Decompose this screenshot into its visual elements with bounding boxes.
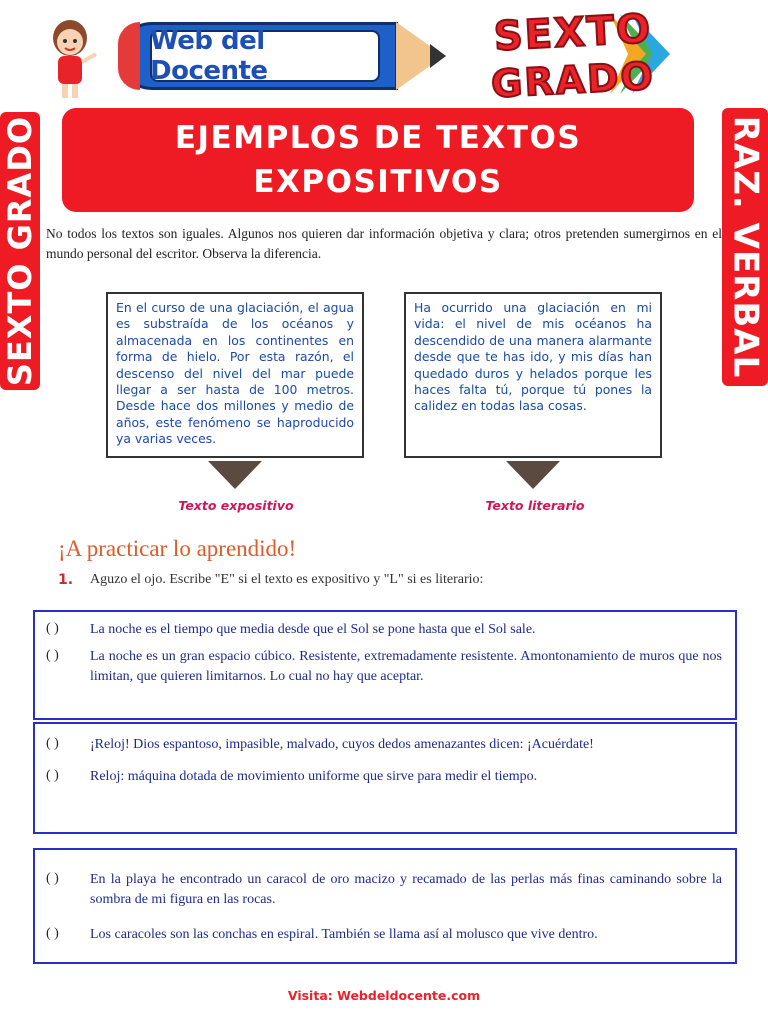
answer-blank[interactable]: ( ) — [46, 768, 59, 783]
side-tab-left-label-wrap — [0, 112, 40, 390]
answer-blank[interactable]: ( ) — [46, 736, 59, 751]
pencil-lead-icon — [430, 44, 446, 68]
side-tab-left-label: SEXTO GRADO — [1, 115, 39, 387]
down-arrow-icon — [506, 461, 560, 489]
question-instruction: Aguzo el ojo. Escribe "E" si el texto es expositivo y "L" si es literario: — [90, 572, 484, 587]
example-card-expository: En el curso de una glaciación, el agua es substraída de los océanos y almacenada en los continentes en forma de hielo. Por esta razón, el descenso del nivel del mar puede llegar a ser hasta de 100 metros. Desde hace dos millones y medio de años, este fenómeno se haproducido ya varias veces. — [106, 292, 364, 458]
page-title-line1: EJEMPLOS DE TEXTOS — [174, 120, 582, 156]
footer-link[interactable]: Visita: Webdeldocente.com — [287, 988, 481, 1003]
exercise-item-1: La noche es el tiempo que media desde que el Sol se pone hasta que el Sol sale. — [90, 622, 536, 637]
answer-blank[interactable]: ( ) — [46, 648, 59, 663]
example-card-literary: Ha ocurrido una glaciación en mi vida: el nivel de mis océanos ha descendido de una manera alarmante desde que te has ido, y mis días han quedado duros y helados porque les haces falta tú, porque tú pones la calidez en todas lasa cosas. — [404, 292, 662, 458]
intro-paragraph: No todos los textos son iguales. Algunos nos quieren dar información objetiva y clara; otros pretenden sumergirnos en el mundo personal del escritor. Observa la diferencia. — [46, 226, 722, 261]
exercise-item-6: Los caracoles son las conchas en espiral. También se llama así al molusco que vive dentro. — [90, 927, 598, 942]
answer-blank[interactable]: ( ) — [46, 871, 59, 886]
caption-expository: Texto expositivo — [178, 498, 294, 513]
question-number: 1. — [58, 572, 74, 588]
answer-blank[interactable]: ( ) — [46, 926, 59, 941]
grade-label-line1: SEXTO — [492, 5, 654, 61]
pencil-logo-band — [118, 22, 140, 90]
page-title-line2: EXPOSITIVOS — [253, 164, 503, 200]
exercise-item-2: La noche es un gran espacio cúbico. Resistente, extremadamente resistente. Amontonamiento de muros que nos limitan, que quieren limitarnos. Lo cual no hay que aceptar. — [90, 649, 722, 684]
page-title — [62, 116, 694, 204]
practice-heading: ¡A practicar lo aprendido! — [58, 536, 297, 561]
brand-logo[interactable]: Web del Docente — [150, 26, 268, 86]
grade-label-line2: GRADO — [490, 53, 656, 107]
side-tab-right-label-wrap — [722, 108, 768, 386]
down-arrow-icon — [208, 461, 262, 489]
teacher-mascot-icon — [40, 16, 100, 102]
answer-blank[interactable]: ( ) — [46, 621, 59, 636]
exercise-item-3: ¡Reloj! Dios espantoso, impasible, malvado, cuyos dedos amenazantes dicen: ¡Acuérdate! — [90, 737, 594, 752]
exercise-item-5: En la playa he encontrado un caracol de oro macizo y recamado de las perlas más finas caminando sobre la sombra de mi figura en las rocas. — [90, 872, 722, 907]
exercise-item-4: Reloj: máquina dotada de movimiento uniforme que sirve para medir el tiempo. — [90, 769, 538, 784]
side-tab-right-label: RAZ. VERBAL — [725, 115, 766, 379]
caption-literary: Texto literario — [485, 498, 585, 513]
